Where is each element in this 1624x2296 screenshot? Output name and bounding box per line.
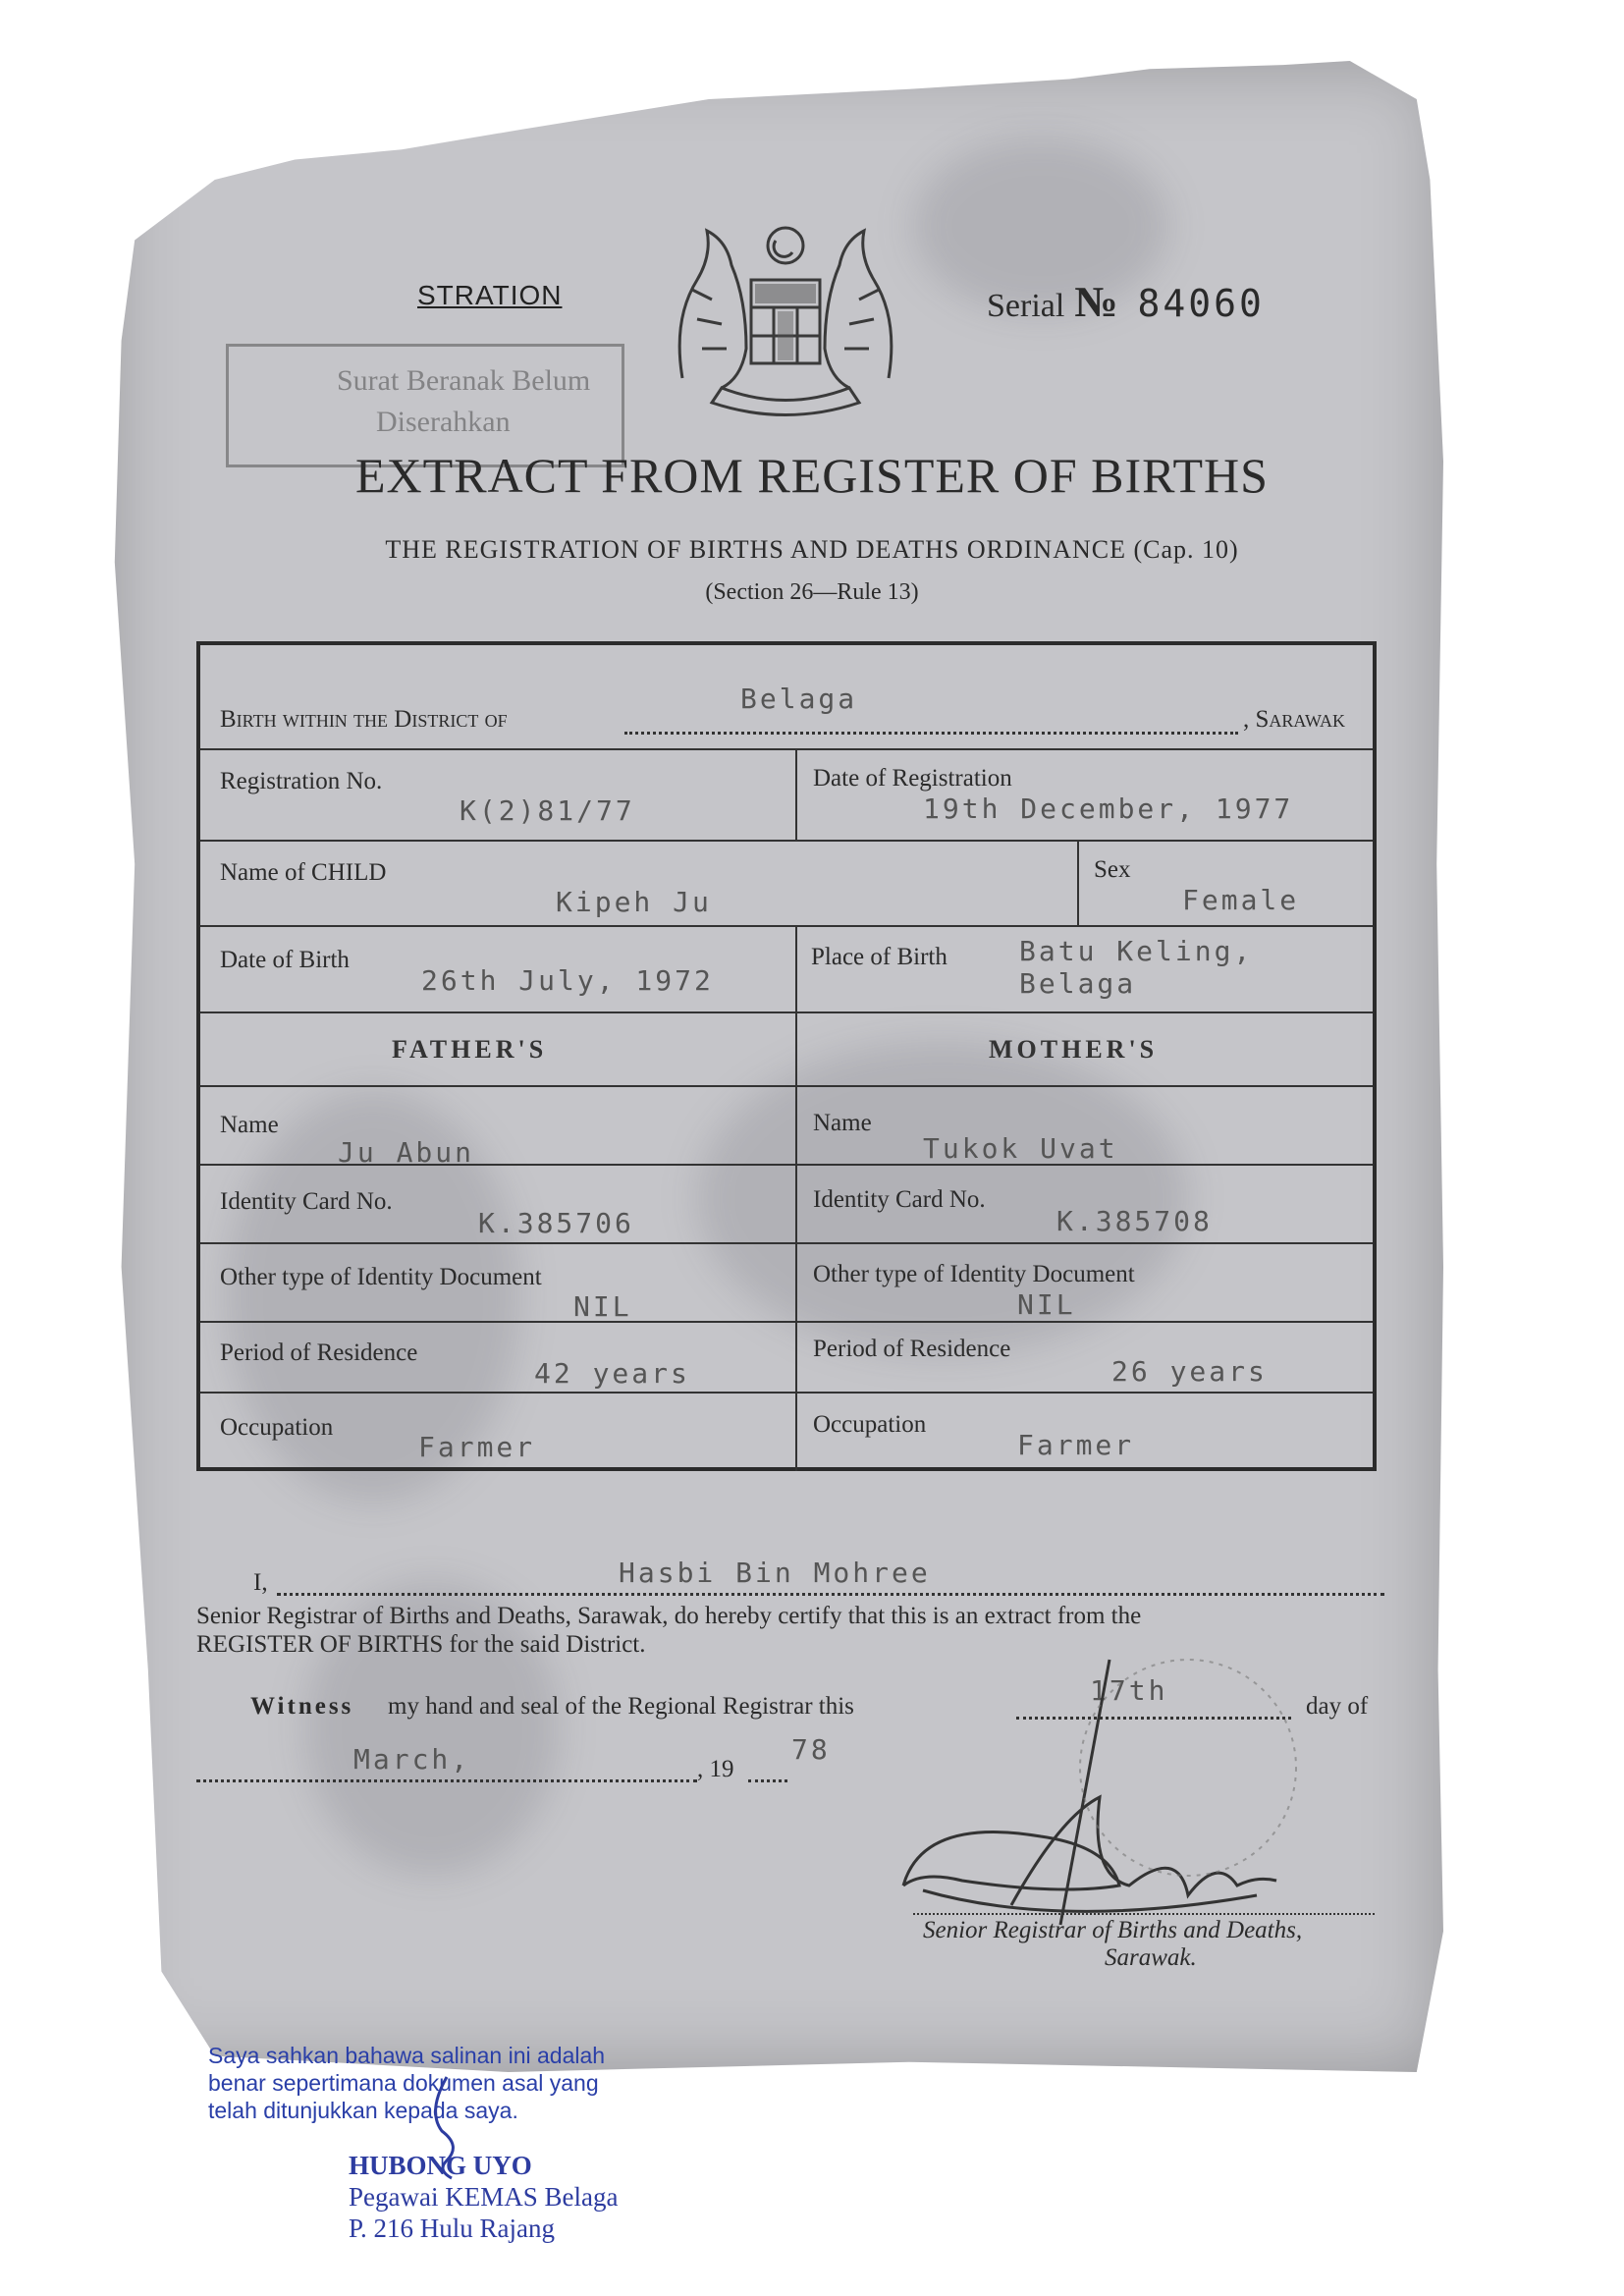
district-label: Birth within the District of [220, 706, 508, 733]
row-divider [200, 1392, 1373, 1394]
day-value: 17th [1090, 1674, 1168, 1707]
father-occupation-label: Occupation [220, 1414, 334, 1441]
cert-line2: REGISTER OF BIRTHS for the said District. [196, 1631, 646, 1658]
endorsement-line1: Saya sahkan bahawa salinan ini adalah [208, 2043, 606, 2068]
signatory-line2: Sarawak. [1105, 1944, 1197, 1971]
month-value: March, [353, 1743, 471, 1776]
row-divider [200, 1321, 1373, 1323]
row-divider [200, 748, 1373, 750]
row-divider [200, 840, 1373, 842]
signatory-line1: Senior Registrar of Births and Deaths, [923, 1917, 1303, 1943]
coat-of-arms-emblem [653, 211, 918, 422]
year-value: 78 [791, 1733, 831, 1766]
serial-number: Serial № 84060 [987, 278, 1265, 326]
mother-residence-value: 26 years [1111, 1355, 1268, 1388]
father-id-label: Identity Card No. [220, 1188, 393, 1215]
dotted-line [624, 732, 1238, 735]
child-name-value: Kipeh Ju [556, 886, 712, 918]
registration-no-label: Registration No. [220, 768, 383, 794]
mother-id-label: Identity Card No. [813, 1186, 986, 1213]
row-divider [200, 1085, 1373, 1087]
father-residence-value: 42 years [534, 1357, 690, 1390]
date-of-registration-value: 19th December, 1977 [923, 793, 1294, 825]
dotted-line [748, 1779, 787, 1782]
father-heading: FATHER'S [392, 1035, 548, 1064]
year-prefix: , 19 [697, 1756, 734, 1782]
registration-no-value: K(2)81/77 [460, 794, 635, 827]
document-title: EXTRACT FROM REGISTER OF BIRTHS [355, 448, 1269, 503]
row-divider [200, 925, 1373, 927]
endorser-constituency: P. 216 Hulu Rajang [349, 2214, 556, 2243]
father-occupation-value: Farmer [418, 1431, 536, 1463]
cert-i: I, [253, 1569, 268, 1596]
document-subtitle: THE REGISTRATION OF BIRTHS AND DEATHS ORDINANCE (Cap. 10) [385, 535, 1239, 564]
pob-label: Place of Birth [811, 944, 947, 970]
signature-line [913, 1913, 1375, 1915]
father-name-value: Ju Abun [338, 1136, 475, 1169]
pob-line1: Batu Keling, [1019, 935, 1254, 967]
dotted-line [196, 1779, 697, 1782]
endorser-position: Pegawai KEMAS Belaga [349, 2182, 619, 2212]
father-other-id-value: NIL [573, 1290, 632, 1323]
column-divider [1077, 840, 1079, 925]
father-residence-label: Period of Residence [220, 1339, 418, 1366]
father-id-value: K.385706 [478, 1207, 634, 1239]
birth-record-form [196, 641, 1377, 1471]
dob-value: 26th July, 1972 [421, 964, 714, 997]
father-other-id-label: Other type of Identity Document [220, 1264, 542, 1290]
sex-value: Female [1182, 884, 1300, 916]
endorser-name: HUBONG UYO [349, 2151, 532, 2180]
registrar-signature [864, 1650, 1316, 1944]
mother-id-value: K.385708 [1056, 1205, 1213, 1237]
endorsement-line2: benar sepertimana dokumen asal yang [208, 2070, 599, 2096]
dob-label: Date of Birth [220, 947, 350, 973]
pob-line2: Belaga [1019, 967, 1137, 1000]
row-divider [200, 1011, 1373, 1013]
mother-occupation-label: Occupation [813, 1411, 927, 1438]
child-name-label: Name of CHILD [220, 859, 387, 886]
mother-other-id-value: NIL [1017, 1288, 1076, 1321]
state-label: , Sarawak [1243, 706, 1345, 733]
stamp-fragment: STRATION [417, 280, 563, 310]
witness-text: my hand and seal of the Regional Registrar this [388, 1693, 854, 1720]
sex-label: Sex [1094, 856, 1131, 883]
section-reference: (Section 26—Rule 13) [705, 579, 919, 605]
stamp-box-text: Surat Beranak Belum Diserahkan [337, 364, 591, 438]
mother-other-id-label: Other type of Identity Document [813, 1261, 1135, 1287]
endorsement-line3: telah ditunjukkan kepada saya. [208, 2098, 518, 2123]
column-divider [795, 925, 797, 1471]
dotted-line [277, 1593, 1384, 1596]
date-of-registration-label: Date of Registration [813, 765, 1012, 792]
cert-line1: Senior Registrar of Births and Deaths, Sarawak, do hereby certify that this is an extract from the [196, 1603, 1142, 1629]
day-of-label: day of [1306, 1693, 1369, 1720]
mother-residence-label: Period of Residence [813, 1336, 1011, 1362]
witness-word: Witness [250, 1693, 354, 1720]
mother-occupation-value: Farmer [1017, 1429, 1135, 1461]
row-divider [200, 1242, 1373, 1244]
registrar-name: Hasbi Bin Mohree [619, 1557, 931, 1589]
column-divider [795, 748, 797, 840]
mother-heading: MOTHER'S [989, 1035, 1159, 1064]
district-value: Belaga [740, 683, 858, 715]
mother-name-label: Name [813, 1110, 872, 1136]
father-name-label: Name [220, 1112, 279, 1138]
mother-name-value: Tukok Uvat [923, 1132, 1118, 1165]
